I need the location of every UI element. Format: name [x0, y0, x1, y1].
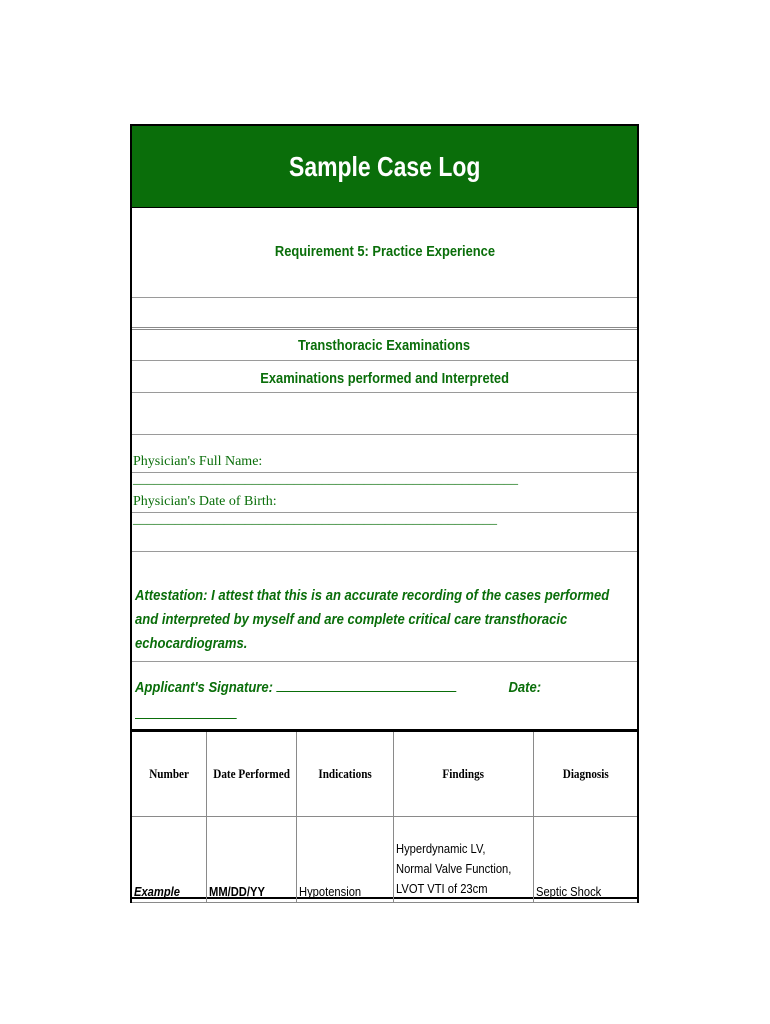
- example-findings-line: Hyperdynamic LV,: [396, 841, 486, 856]
- requirement-row: [132, 236, 637, 266]
- table-header-row: [131, 731, 638, 817]
- attestation-text: Attestation: I attest that this is an accurate recording of the cases performed and interpreted by myself and are complete critical care transthoracic echocardiograms.: [135, 588, 610, 652]
- example-indications-cell[interactable]: [297, 817, 394, 903]
- example-findings-cell[interactable]: [394, 817, 533, 903]
- signature-label: Applicant's Signature:: [135, 680, 273, 696]
- divider: [132, 392, 637, 393]
- example-date: MM/DD/YY: [208, 884, 265, 899]
- example-indications: Hypotension: [299, 884, 362, 899]
- date-field[interactable]: [135, 700, 237, 719]
- column-header-findings: Findings: [394, 731, 533, 817]
- example-findings-line: Normal Valve Function,: [396, 861, 512, 876]
- date-label: Date:: [508, 680, 542, 696]
- divider: [132, 472, 637, 473]
- column-header-indications: Indications: [297, 731, 394, 817]
- example-number-cell[interactable]: [131, 817, 206, 903]
- divider: [132, 512, 637, 513]
- column-header-number: Number: [131, 731, 206, 817]
- title-banner: [132, 126, 637, 208]
- physician-name-field[interactable]: Physician's Full Name: _______________________________________________________: [133, 454, 518, 487]
- example-diagnosis: Septic Shock: [535, 884, 601, 899]
- exam-type-row: [132, 332, 637, 358]
- signature-row: [135, 676, 639, 719]
- signature-field[interactable]: [277, 677, 457, 692]
- divider: [132, 327, 637, 330]
- case-log-table: [130, 729, 639, 903]
- table-row: [131, 817, 638, 903]
- exam-type-heading: Transthoracic Examinations: [298, 336, 471, 354]
- divider: [132, 360, 637, 361]
- column-header-date: Date Performed: [206, 731, 296, 817]
- divider: [132, 661, 637, 662]
- divider: [132, 297, 637, 298]
- requirement-heading: Requirement 5: Practice Experience: [274, 242, 495, 260]
- example-diagnosis-cell[interactable]: [533, 817, 638, 903]
- page-title: Sample Case Log: [288, 150, 481, 182]
- example-findings-line: LVOT VTI of 23cm: [396, 881, 488, 896]
- example-number: Example: [134, 884, 180, 899]
- exam-subtitle: Examinations performed and Interpreted: [260, 369, 509, 387]
- column-header-diagnosis: Diagnosis: [533, 731, 638, 817]
- example-date-cell[interactable]: [206, 817, 296, 903]
- case-log-form: [130, 124, 639, 899]
- physician-dob-field[interactable]: Physician's Date of Birth: ____________________________________________________: [133, 494, 497, 527]
- divider: [132, 434, 637, 435]
- divider: [132, 551, 637, 552]
- exam-subtitle-row: [132, 365, 637, 391]
